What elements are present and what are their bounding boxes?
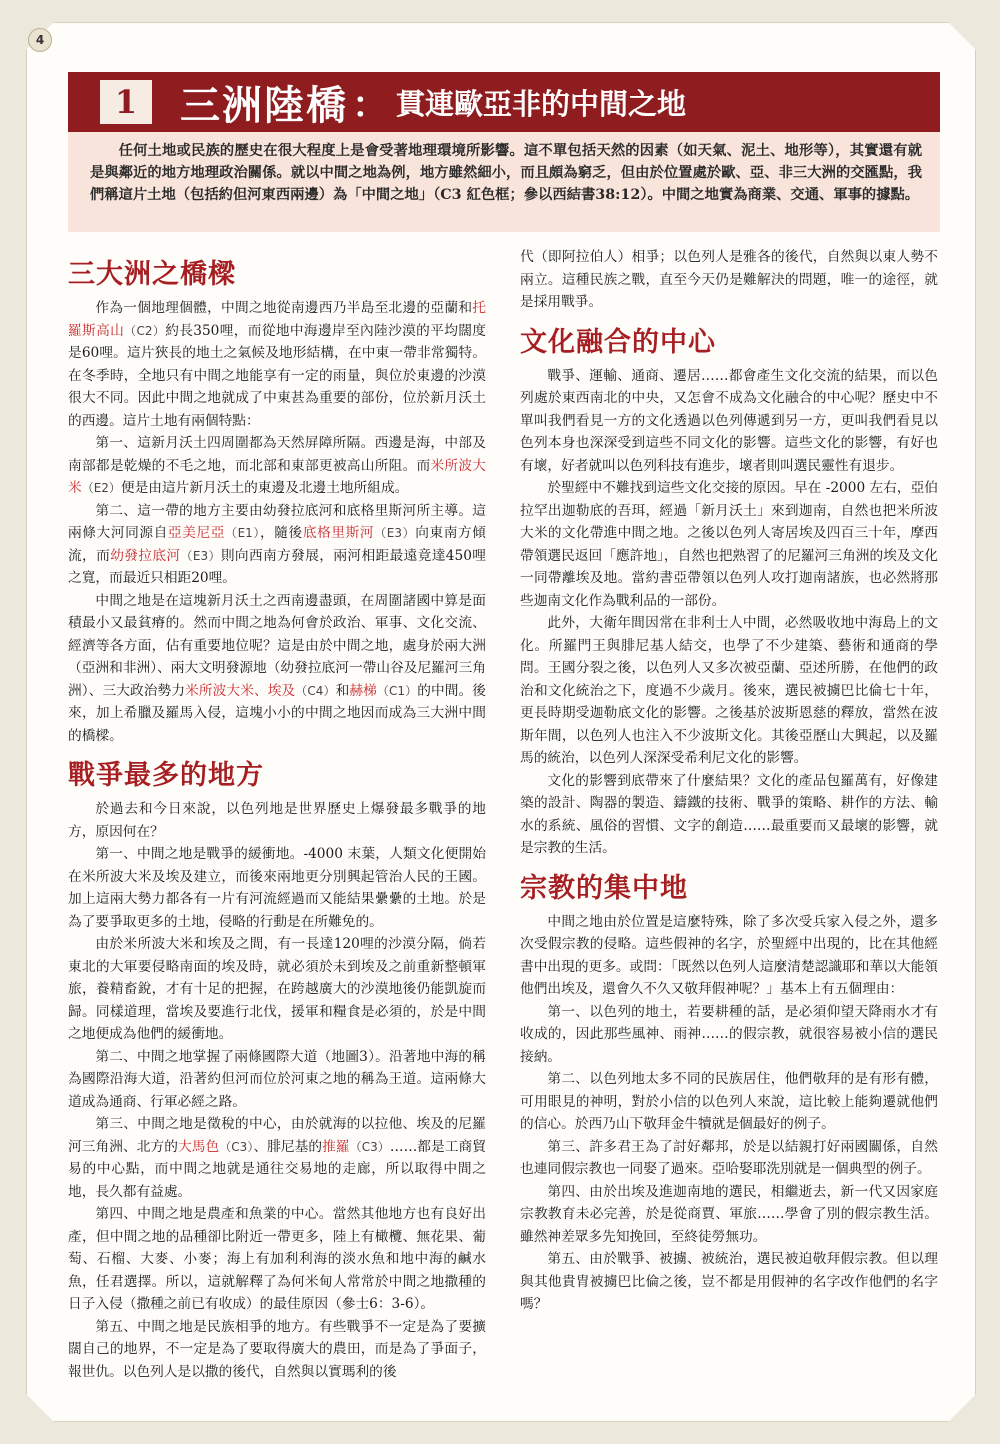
chapter-banner	[68, 72, 940, 132]
chapter-title: 三洲陸橋	[180, 81, 348, 129]
paragraph: 於聖經中不難找到這些文化交接的原因。早在 -2000 左右，亞伯拉罕出迦勒底的吾珥，經過「新月沃土」來到迦南，自然也把米所波大米的文化帶進中間之地。之後以色列人寄居埃及四百三十年，摩西帶領選民返回「應許地」，自然也把熟習了的尼羅河三角洲的埃及文化一同帶離埃及地。當約書亞帶領以色列人攻打迦南諸族，也必然將那些迦南文化作為戰利品的一部份。	[520, 480, 938, 609]
paragraph-continued: 代（即阿拉伯人）相爭；以色列人是雅各的後代，自然與以東人勢不兩立。這種民族之戰，直至今天仍是難解決的問題，唯一的途徑，就是採用戰爭。	[520, 249, 938, 310]
paragraph: 第三、中間之地是徵稅的中心，由於就海的以拉他、埃及的尼羅河三角洲、北方的大馬色（C3）、腓尼基的推羅（C3）……都是工商貿易的中心點，而中間之地就是通往交易地的走廊，所以取得中間之地，長久都有益處。	[68, 1116, 486, 1200]
place-name: 底格里斯河	[302, 525, 375, 541]
place-name: 大馬色	[177, 1138, 220, 1155]
chapter-number: 1	[100, 80, 152, 124]
paragraph: 於過去和今日來說，以色列地是世界歷史上爆發最多戰爭的地方，原因何在？	[68, 801, 486, 840]
heading-culture: 文化融合的中心	[520, 326, 716, 358]
map-ref: （E2）	[81, 481, 121, 495]
title-colon: ：	[352, 83, 389, 126]
map-ref: （E3）	[180, 548, 221, 563]
place-name: 赫梯	[349, 682, 377, 699]
paragraph: 第五、中間之地是民族相爭的地方。有些戰爭不一定是為了要擴闊自己的地界，不一定是為了要取得廣大的農田，而是為了爭面子，報世仇。以色列人是以撒的後代，自然與以實瑪利的後	[68, 1318, 486, 1380]
place-name: 米所波大米、埃及	[185, 682, 296, 699]
paragraph: 第四、由於出埃及進迦南地的選民，相繼逝去，新一代又因家庭宗教教育未必完善，於是從商賈、軍旅……學會了別的假宗教生活。雖然神差眾多先知挽回，至終徒勞無功。	[520, 1183, 938, 1245]
place-name: 米所波大米	[68, 457, 486, 496]
map-ref: （E1）	[225, 526, 260, 540]
paragraph: 第一、以色列的地土，若要耕種的話，是必須仰望天降雨水才有收成的，因此那些風神、雨神……的假宗教，就很容易被小信的選民接納。	[520, 1003, 938, 1065]
map-ref: （C1）	[376, 683, 418, 698]
paragraph: 第一、這新月沃土四周圍都為天然屏障所隔。西邊是海，中部及南部都是乾燥的不毛之地，而北部和東部更被高山所阻。而米所波大米（E2）便是由這片新月沃土的東邊及北邊土地所組成。	[68, 435, 486, 496]
place-name: 幼發拉底河	[110, 547, 181, 564]
paragraph: 第一、中間之地是戰爭的緩衝地。-4000 末葉，人類文化便開始在米所波大米及埃及建立，而後來兩地更分別興起管治人民的王國。加上這兩大勢力都各有一片有河流經過而又能結果纍纍的土地。於是為了要爭取更多的土地，侵略的行動是在所難免的。	[68, 846, 486, 930]
map-ref: （E3）	[374, 526, 416, 540]
paragraph: 作為一個地理個體，中間之地從南邊西乃半島至北邊的亞蘭和托羅斯高山（C2）約長350哩，而從地中海邊岸至內陸沙漠的平均闊度是60哩。這片狹長的地土之氣候及地形結構，在中東一帶非常獨特。在冬季時，全地只有中間之地能享有一定的雨量，與位於東邊的沙漠很大不同。因此中間之地就成了中東甚為重要的部份，位於新月沃土的西邊。這片土地有兩個特點：	[68, 300, 486, 429]
place-name: 亞美尼亞	[167, 525, 226, 541]
map-ref: （C2）	[124, 323, 166, 338]
paragraph: 戰爭、運輸、通商、遷居……都會產生文化交流的結果，而以色列處於東西南北的中央，又怎會不成為文化融合的中心呢？歷史中不單叫我們看見一方的文化透過以色列傳遞到另一方，更叫我們看見以色列本身也深深受到這些不同文化的影響。這些文化的影響，有好也有壞，好者就叫以色列科技有進步，壞者則叫選民靈性有退步。	[520, 367, 938, 474]
heading-wars: 戰爭最多的地方	[68, 760, 264, 791]
paragraph: 第二、以色列地太多不同的民族居住，他們敬拜的是有形有體，可用眼見的神明，對於小信的以色列人來說，這比較上能夠遷就他們的信心。於西乃山下敬拜金牛犢就是個最好的例子。	[520, 1071, 938, 1132]
paragraph: 第四、中間之地是農產和魚業的中心。當然其他地方也有良好出產，但中間之地的品種卻比附近一帶更多，陸上有橄欖、無花果、葡萄、石榴、大麥、小麥；海上有加利利海的淡水魚和地中海的鹹水魚，任君選擇。所以，這就解釋了為何米甸人常常於中間之地撒種的日子入侵（撒種之前已有收成）的最佳原因（參士6：3-6）。	[68, 1206, 486, 1312]
place-name: 托羅斯高山	[68, 300, 486, 339]
left-column	[68, 246, 486, 1383]
paragraph: 此外，大衛年間因常在非利士人中間，必然吸收地中海島上的文化。所羅門王與腓尼基人結交，也學了不少建築、藝術和通商的學問。王國分裂之後，以色列人又多次被亞蘭、亞述所勝，在他們的政治和文化統治之下，度過不少歲月。後來，選民被擄巴比倫七十年，更長時期受迦勒底文化的影響。之後基於波斯恩慈的釋放，當然在波斯年間，以色列人也注入不少波斯文化。其後亞歷山大興起，以及羅馬的統治，以色列人深深受希利尼文化的影響。	[520, 615, 938, 766]
paragraph: 文化的影響到底帶來了什麼結果？文化的產品包羅萬有，好像建築的設計、陶器的製造、鑄鐵的技術、戰爭的策略、耕作的方法、輸水的系統、風俗的習慣、文字的創造……最重要而又最壞的影響，就是宗教的生活。	[520, 772, 938, 856]
page-number: 4	[28, 28, 52, 52]
right-column	[520, 246, 938, 1316]
paragraph: 第三、許多君王為了討好鄰邦，於是以結親打好兩國關係，自然也連同假宗教也一同娶了過來。亞哈娶耶洗別就是一個典型的例子。	[520, 1138, 938, 1177]
heading-religion: 宗教的集中地	[520, 872, 688, 904]
intro-box: 任何土地或民族的歷史在很大程度上是會受著地理環境所影響。這不單包括天然的因素（如天氣、泥土、地形等），其實還有就是與鄰近的地方地理政治關係。就以中間之地為例，地方雖然細小，而且頗為窮乏，但由於位置處於歐、亞、非三大洲的交匯點，我們稱這片土地（包括約但河東西兩邊）為「中間之地」（C3 紅色框；參以西結書38:12）。中間之地實為商業、交通、軍事的據點。	[68, 132, 940, 232]
paragraph: 中間之地由於位置是這麼特殊，除了多次受兵家入侵之外，還多次受假宗教的侵略。這些假神的名字，於聖經中出現的，比在其他經書中出現的更多。或問：「既然以色列人這麼清楚認識耶和華以大能領他們出埃及，還會久不久又敬拜假神呢？」基本上有五個理由：	[520, 913, 938, 997]
map-ref: （C3）	[349, 1139, 390, 1154]
paragraph: 第二、中間之地掌握了兩條國際大道（地圖3）。沿著地中海的稱為國際沿海大道，沿著約但河而位於河東之地的稱為王道。這兩條大道成為通商、行軍必經之路。	[68, 1048, 486, 1110]
place-name: 推羅	[322, 1138, 350, 1155]
heading-bridge: 三大洲之橋樑	[68, 259, 236, 290]
paragraph: 由於米所波大米和埃及之間，有一長達120哩的沙漠分隔，倘若東北的大軍要侵略南面的埃及時，就必須於未到埃及之前重新整頓軍旅，養精畜銳，才有十足的把握，在跨越廣大的沙漠地後仍能凱旋而歸。同樣道理，當埃及要進行北伐，援軍和糧食是必須的，於是中間之地便成為他們的緩衝地。	[68, 936, 486, 1042]
paragraph: 第二、這一帶的地方主要由幼發拉底河和底格里斯河所主導。這兩條大河同源自亞美尼亞（E1），隨後底格里斯河（E3）向東南方傾流，而幼發拉底河（E3）則向西南方發展，兩河相距最遠竟達450哩之寬，而最近只相距20哩。	[68, 502, 486, 586]
map-ref: （C3）	[219, 1139, 254, 1154]
paragraph: 第五、由於戰爭、被擄、被統治，選民被迫敬拜假宗教。但以理與其他貴胄被擄巴比倫之後，豈不都是用假神的名字改作他們的名字嗎？	[520, 1251, 938, 1312]
map-ref: （C4）	[295, 683, 336, 698]
chapter-subtitle: 貫連歐亞非的中間之地	[396, 86, 687, 121]
paragraph: 中間之地是在這塊新月沃土之西南邊盡頭，在周圍諸國中算是面積最小又最貧瘠的。然而中間之地為何會於政治、軍事、文化交流、經濟等各方面，佔有重要地位呢？這是由於中間之地，處身於兩大洲（亞洲和非洲）、兩大文明發源地（幼發拉底河一帶山谷及尼羅河三角洲）、三大政治勢力米所波大米、埃及（C4）和赫梯（C1）的中間。後來，加上希臘及羅馬入侵，這塊小小的中間之地因而成為三大洲中間的橋樑。	[68, 592, 486, 744]
